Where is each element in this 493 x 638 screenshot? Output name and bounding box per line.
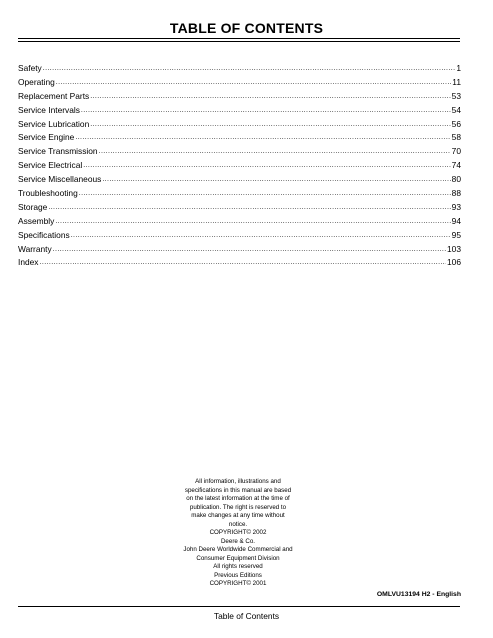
toc-entry-label: Operating — [18, 76, 55, 87]
dot-leader — [53, 242, 446, 257]
document-id: OMLVU13194 H2 - English — [376, 591, 461, 598]
notice-line: All information, illustrations and — [195, 478, 281, 485]
toc-entry-page: 80 — [451, 174, 461, 185]
toc-entry-replacement-parts[interactable] — [18, 90, 461, 104]
toc-entry-label: Service Intervals — [18, 104, 80, 115]
toc-entry-label: Index — [18, 257, 39, 268]
notice-line: All rights reserved — [213, 563, 263, 570]
dot-leader — [83, 158, 450, 173]
toc-entry-page: 106 — [447, 257, 461, 268]
toc-entry-page: 53 — [451, 90, 461, 101]
dot-leader — [99, 144, 451, 159]
toc-entry-assembly[interactable] — [18, 215, 461, 229]
footer-rule — [18, 606, 460, 607]
notice-line: COPYRIGHT© 2002 — [209, 529, 267, 536]
dot-leader — [81, 103, 451, 118]
toc-entry-page: 88 — [451, 188, 461, 199]
toc-entry-page: 1 — [456, 63, 461, 73]
toc-entry-label: Safety — [18, 63, 42, 73]
page-title: TABLE OF CONTENTS — [169, 20, 324, 36]
toc-entry-label: Warranty — [18, 243, 52, 254]
toc-entry-safety[interactable] — [18, 62, 461, 76]
toc-entry-label: Assembly — [18, 215, 55, 226]
toc-entry-page: 54 — [451, 104, 461, 115]
toc-entry-label: Service Miscellaneous — [18, 174, 102, 185]
toc-entry-page: 94 — [451, 215, 461, 226]
toc-entry-page: 56 — [451, 118, 461, 129]
toc-entry-label: Service Lubrication — [18, 118, 90, 129]
toc-entry-label: Storage — [18, 201, 48, 212]
toc-entry-operating[interactable] — [18, 76, 461, 90]
toc-entry-specifications[interactable] — [18, 229, 461, 243]
dot-leader — [48, 200, 450, 215]
dot-leader — [71, 228, 451, 243]
toc-entry-service-electrical[interactable] — [18, 159, 461, 173]
toc-entry-warranty[interactable] — [18, 243, 461, 257]
toc-entry-label: Replacement Parts — [18, 90, 90, 101]
notice-line: Previous Editions — [214, 571, 262, 579]
toc-entry-troubleshooting[interactable] — [18, 187, 461, 201]
toc-entry-page: 103 — [447, 243, 461, 254]
notice-line: on the latest information at the time of — [186, 495, 290, 502]
notice-line: publication. The right is reserved to — [189, 503, 287, 511]
dot-leader — [56, 75, 452, 90]
dot-leader — [79, 186, 451, 201]
toc-entry-page: 11 — [452, 76, 461, 87]
toc-entry-page: 70 — [451, 146, 461, 157]
toc-entry-label: Troubleshooting — [18, 188, 78, 199]
toc-entry-label: Service Electrical — [18, 160, 83, 171]
toc-entry-storage[interactable] — [18, 201, 461, 215]
title-rule-lower — [18, 41, 460, 42]
toc-entry-service-intervals[interactable] — [18, 104, 461, 118]
toc-entry-service-engine[interactable] — [18, 131, 461, 145]
notice-line: Consumer Equipment Division — [196, 554, 280, 562]
copyright-notice — [176, 478, 300, 589]
toc-entry-page: 93 — [451, 201, 461, 212]
title-rule-upper — [18, 38, 460, 39]
toc-entry-label: Specifications — [18, 229, 70, 240]
toc-entry-label: Service Engine — [18, 132, 75, 143]
toc-entry-label: Service Transmission — [18, 146, 98, 157]
dot-leader — [90, 117, 450, 132]
dot-leader — [43, 61, 456, 76]
footer-section-label: Table of Contents — [213, 611, 280, 621]
toc-entry-index[interactable] — [18, 256, 461, 270]
dot-leader — [90, 89, 450, 104]
dot-leader — [75, 130, 450, 145]
dot-leader — [55, 214, 450, 229]
table-of-contents-list — [18, 62, 461, 270]
toc-entry-service-miscellaneous[interactable] — [18, 173, 461, 187]
toc-entry-service-transmission[interactable] — [18, 145, 461, 159]
notice-line: Deere & Co. — [220, 537, 256, 545]
notice-line: notice. — [228, 520, 248, 528]
toc-entry-service-lubrication[interactable] — [18, 118, 461, 132]
dot-leader — [40, 255, 447, 270]
dot-leader — [102, 172, 450, 187]
toc-entry-page: 95 — [451, 229, 461, 240]
notice-line: make changes at any time without — [191, 512, 285, 519]
toc-entry-page: 74 — [451, 160, 461, 171]
notice-line: COPYRIGHT© 2001 — [209, 580, 267, 587]
notice-line: specifications in this manual are based — [184, 486, 292, 494]
toc-entry-page: 58 — [451, 132, 461, 143]
notice-line: John Deere Worldwide Commercial and — [183, 546, 293, 553]
